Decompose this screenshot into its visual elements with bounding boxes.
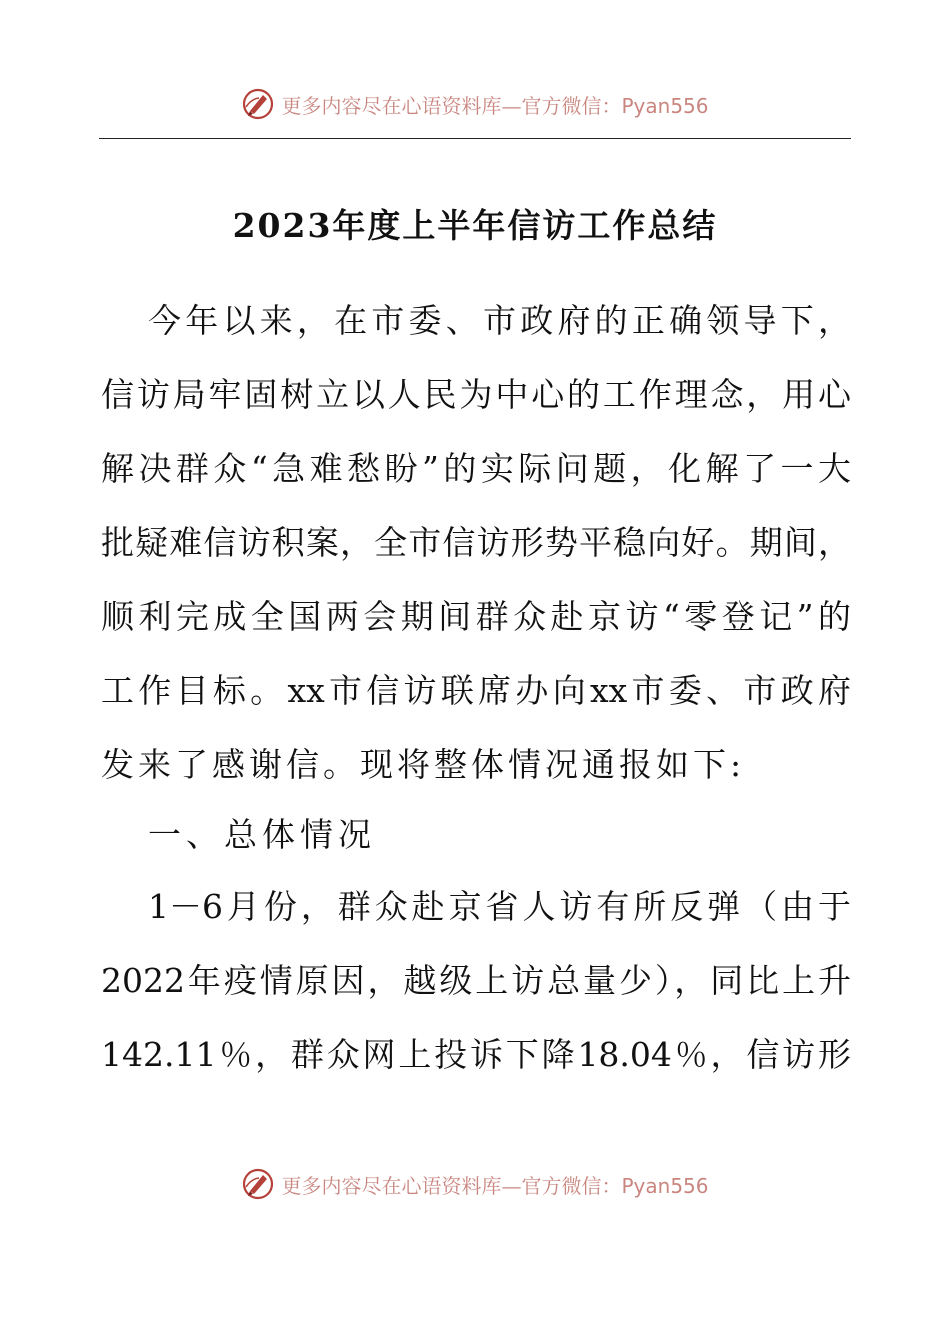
banner-text: 更多内容尽在心语资料库—官方微信： (281, 93, 622, 118)
header-divider (99, 138, 851, 139)
banner-wechat-id: Pyan556 (621, 93, 709, 118)
document-title: 2023年度上半年信访工作总结 (232, 206, 718, 245)
pen-nib-logo-icon (241, 1167, 275, 1201)
paragraph-line: 1－6月份，群众赴京省人访有所反弹（由于 (148, 887, 851, 926)
paragraph-line: 顺利完成全国两会期间群众赴京访“零登记”的 (101, 597, 851, 636)
paragraph-line: 解决群众“急难愁盼”的实际问题，化解了一大 (101, 449, 851, 488)
paragraph-line: 2022年疫情原因，越级上访总量少），同比上升 (101, 961, 851, 1000)
footer-watermark-banner (0, 1162, 950, 1206)
paragraph-line: 发来了感谢信。现将整体情况通报如下: (101, 745, 746, 784)
paragraph-line: 今年以来，在市委、市政府的正确领导下， (148, 301, 851, 340)
paragraph-line: 工作目标。xx市信访联席办向xx市委、市政府 (101, 671, 851, 710)
header-watermark-banner (0, 82, 950, 126)
paragraph-line: 142.11％，群众网上投诉下降18.04％，信访形 (101, 1035, 851, 1074)
pen-nib-logo-icon (241, 87, 275, 121)
paragraph-line: 信访局牢固树立以人民为中心的工作理念，用心 (101, 375, 851, 414)
banner-wechat-id: Pyan556 (621, 1173, 709, 1198)
section-heading: 一、总体情况 (148, 815, 376, 854)
banner-text: 更多内容尽在心语资料库—官方微信： (281, 1173, 622, 1198)
paragraph-line: 批疑难信访积案，全市信访形势平稳向好。期间， (101, 523, 851, 562)
